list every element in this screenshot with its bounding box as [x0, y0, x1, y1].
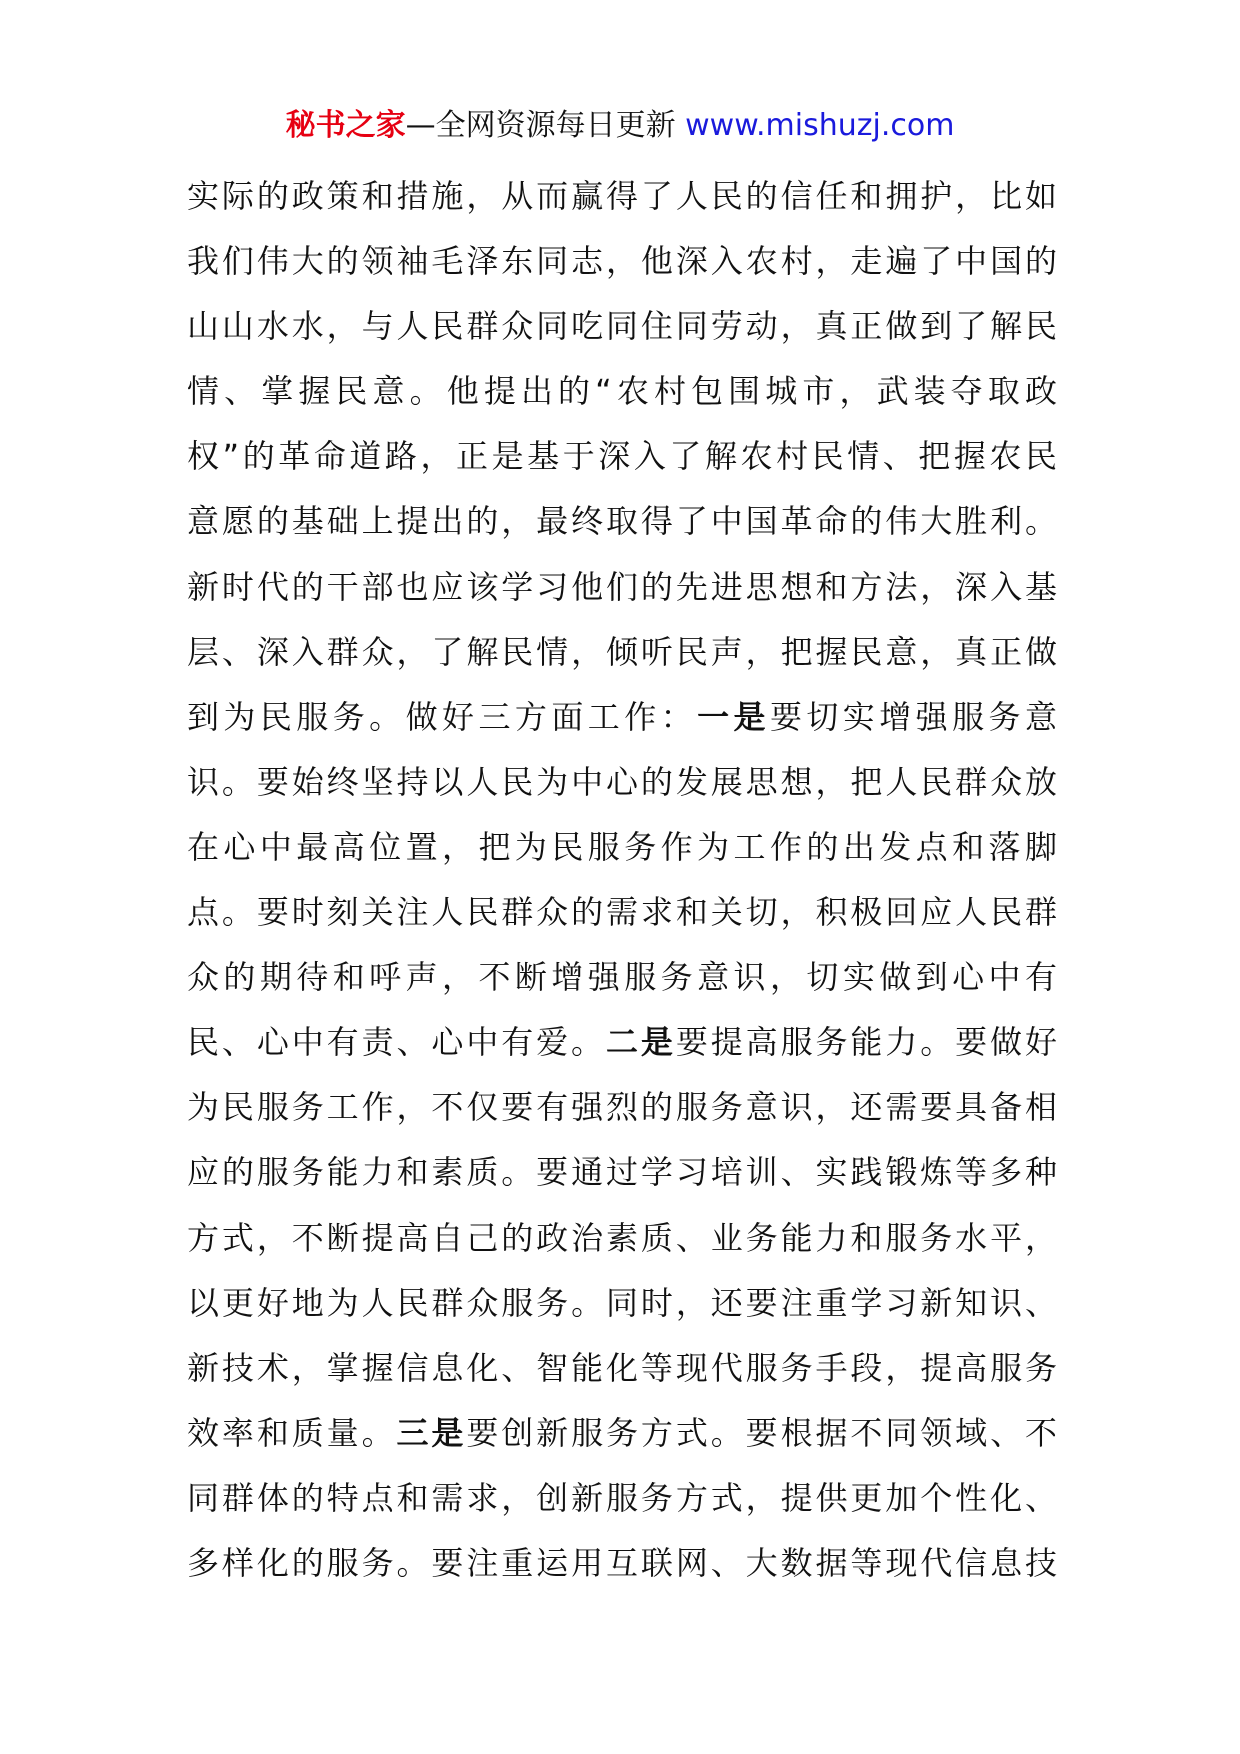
- text-line: 以更好地为人民群众服务。同时，还要注重学习新知识、: [187, 1283, 1057, 1322]
- text-line: [187, 1401, 1057, 1466]
- text-line: 我们伟大的领袖毛泽东同志，他深入农村，走遍了中国的: [187, 242, 1057, 281]
- page-header: [0, 104, 1240, 148]
- text-line: [187, 685, 1057, 750]
- text-segment: 民、心中有责、心中有爱。: [187, 1023, 606, 1062]
- point-one-label: 一是: [697, 697, 770, 736]
- text-line: 为民服务工作，不仅要有强烈的服务意识，还需要具备相: [187, 1088, 1057, 1127]
- point-three-label: 三是: [396, 1413, 467, 1452]
- text-segment: 要创新服务方式。要根据不同领域、不: [466, 1413, 1057, 1452]
- text-line: 新技术，掌握信息化、智能化等现代服务手段，提高服务: [187, 1348, 1057, 1387]
- text-line: 新时代的干部也应该学习他们的先进思想和方法，深入基: [187, 567, 1057, 606]
- text-line: 点。要时刻关注人民群众的需求和关切，积极回应人民群: [187, 893, 1057, 932]
- text-line: 在心中最高位置，把为民服务作为工作的出发点和落脚: [187, 827, 1057, 866]
- text-segment: 要提高服务能力。要做好: [675, 1023, 1057, 1062]
- text-line: 应的服务能力和素质。要通过学习培训、实践锻炼等多种: [187, 1153, 1057, 1192]
- header-site-url[interactable]: www.mishuzj.com: [685, 108, 955, 143]
- text-line: 识。要始终坚持以人民为中心的发展思想，把人民群众放: [187, 762, 1057, 801]
- text-line: [187, 1010, 1057, 1075]
- document-body: [187, 164, 1057, 1596]
- text-line: 层、深入群众，了解民情，倾听民声，把握民意，真正做: [187, 632, 1057, 671]
- text-segment: 效率和质量。: [187, 1413, 397, 1452]
- text-line: 方式，不断提高自己的政治素质、业务能力和服务水平，: [187, 1218, 1057, 1257]
- text-segment: 要切实增强服务意: [769, 697, 1057, 736]
- text-line: 山山水水，与人民群众同吃同住同劳动，真正做到了解民: [187, 307, 1057, 346]
- point-two-label: 二是: [605, 1023, 676, 1062]
- text-line: 权”的革命道路，正是基于深入了解农村民情、把握农民: [187, 437, 1057, 476]
- text-line: 情、掌握民意。他提出的“农村包围城市，武装夺取政: [187, 372, 1057, 411]
- header-brand: 秘书之家: [285, 108, 406, 143]
- header-tagline: —全网资源每日更新: [405, 108, 686, 143]
- text-line: 同群体的特点和需求，创新服务方式，提供更加个性化、: [187, 1478, 1057, 1517]
- text-line: 多样化的服务。要注重运用互联网、大数据等现代信息技: [187, 1543, 1057, 1582]
- text-line: 意愿的基础上提出的，最终取得了中国革命的伟大胜利。: [187, 502, 1057, 541]
- text-line: 众的期待和呼声，不断增强服务意识，切实做到心中有: [187, 958, 1057, 997]
- text-line: 实际的政策和措施，从而赢得了人民的信任和拥护，比如: [187, 177, 1057, 215]
- text-segment: 到为民服务。做好三方面工作：: [187, 697, 698, 736]
